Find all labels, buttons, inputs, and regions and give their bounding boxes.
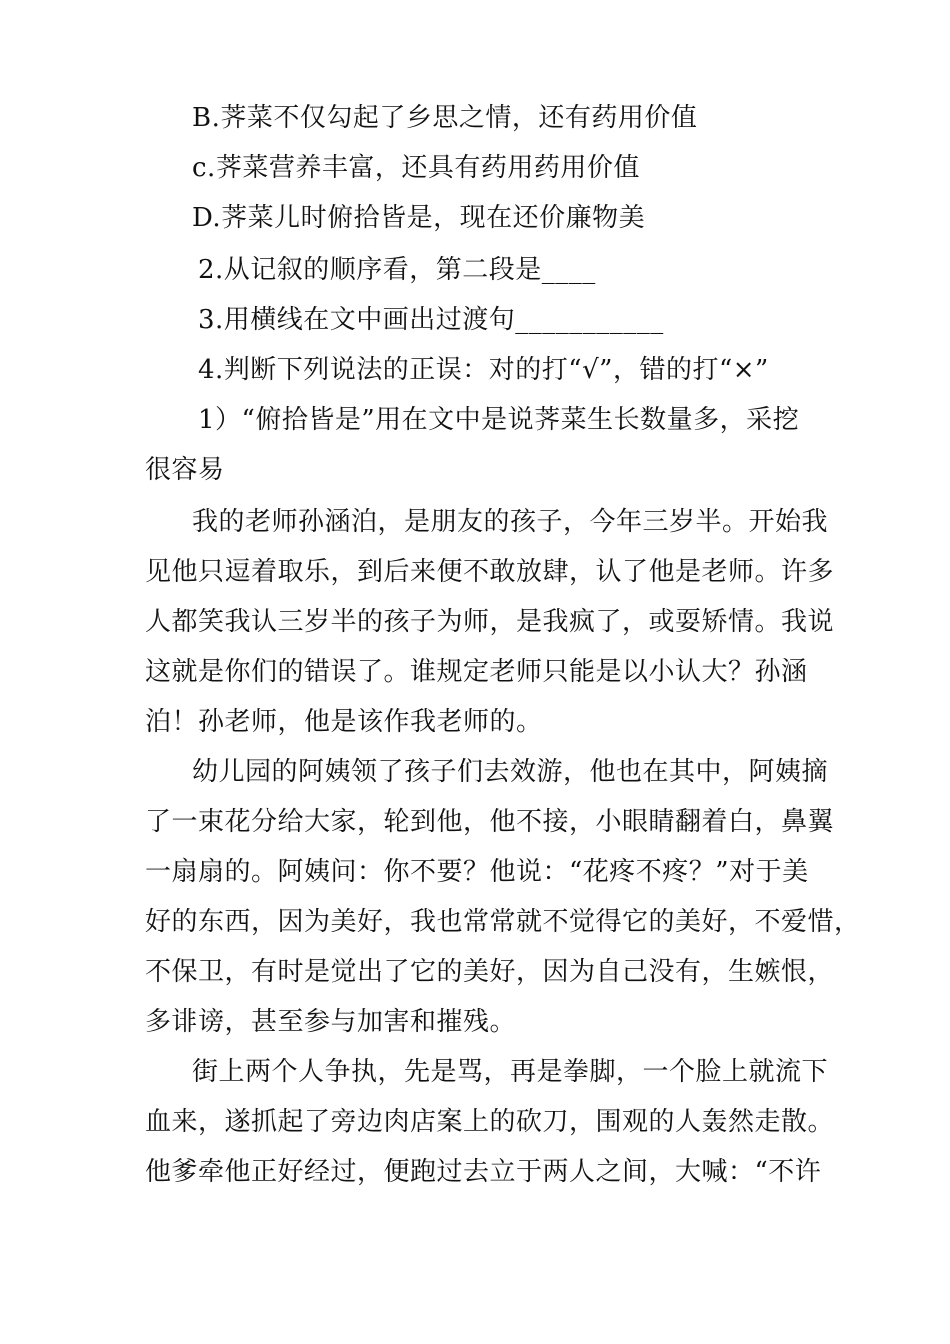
- question-2: 2.从记叙的顺序看，第二段是____: [198, 255, 596, 285]
- passage-p2-line: 了一束花分给大家，轮到他，他不接，小眼睛翻着白，鼻翼: [145, 807, 835, 837]
- question-4-item-1-cont: 很容易: [145, 455, 225, 485]
- option-c: c.荠菜营养丰富，还具有药用药用价值: [192, 153, 640, 183]
- passage-p3-line: 他爹牵他正好经过，便跑过去立于两人之间，大喊：“不许: [145, 1157, 822, 1187]
- question-4: 4.判断下列说法的正误：对的打“√”，错的打“×”: [198, 355, 769, 385]
- passage-p2-line: 幼儿园的阿姨领了孩子们去效游，他也在其中，阿姨摘: [192, 757, 829, 787]
- passage-p1-line: 泊！孙老师，他是该作我老师的。: [145, 707, 543, 737]
- passage-p1-line: 见他只逗着取乐，到后来便不敢放肆，认了他是老师。许多: [145, 557, 835, 587]
- passage-p3-line: 街上两个人争执，先是骂，再是拳脚，一个脸上就流下: [192, 1057, 829, 1087]
- passage-p2-line: 好的东西，因为美好，我也常常就不觉得它的美好，不爱惜，: [145, 907, 861, 937]
- passage-p1-line: 人都笑我认三岁半的孩子为师，是我疯了，或耍矫情。我说: [145, 607, 835, 637]
- question-4-item-1: 1）“俯拾皆是”用在文中是说荠菜生长数量多，采挖: [198, 405, 800, 435]
- question-3: 3.用横线在文中画出过渡句___________: [198, 305, 664, 335]
- passage-p1-line: 这就是你们的错误了。谁规定老师只能是以小认大？孙涵: [145, 657, 808, 687]
- option-d: D.荠菜儿时俯拾皆是，现在还价廉物美: [192, 203, 646, 233]
- passage-p2-line: 不保卫，有时是觉出了它的美好，因为自己没有，生嫉恨，: [145, 957, 835, 987]
- passage-p2-line: 多诽谤，甚至参与加害和摧残。: [145, 1007, 517, 1037]
- passage-p1-line: 我的老师孙涵泊，是朋友的孩子，今年三岁半。开始我: [192, 507, 829, 537]
- passage-p3-line: 血来，遂抓起了旁边肉店案上的砍刀，围观的人轰然走散。: [145, 1107, 835, 1137]
- option-b: B.荠菜不仅勾起了乡思之情，还有药用价值: [192, 103, 698, 133]
- passage-p2-line: 一扇扇的。阿姨问：你不要？他说：“花疼不疼？”对于美: [145, 857, 809, 887]
